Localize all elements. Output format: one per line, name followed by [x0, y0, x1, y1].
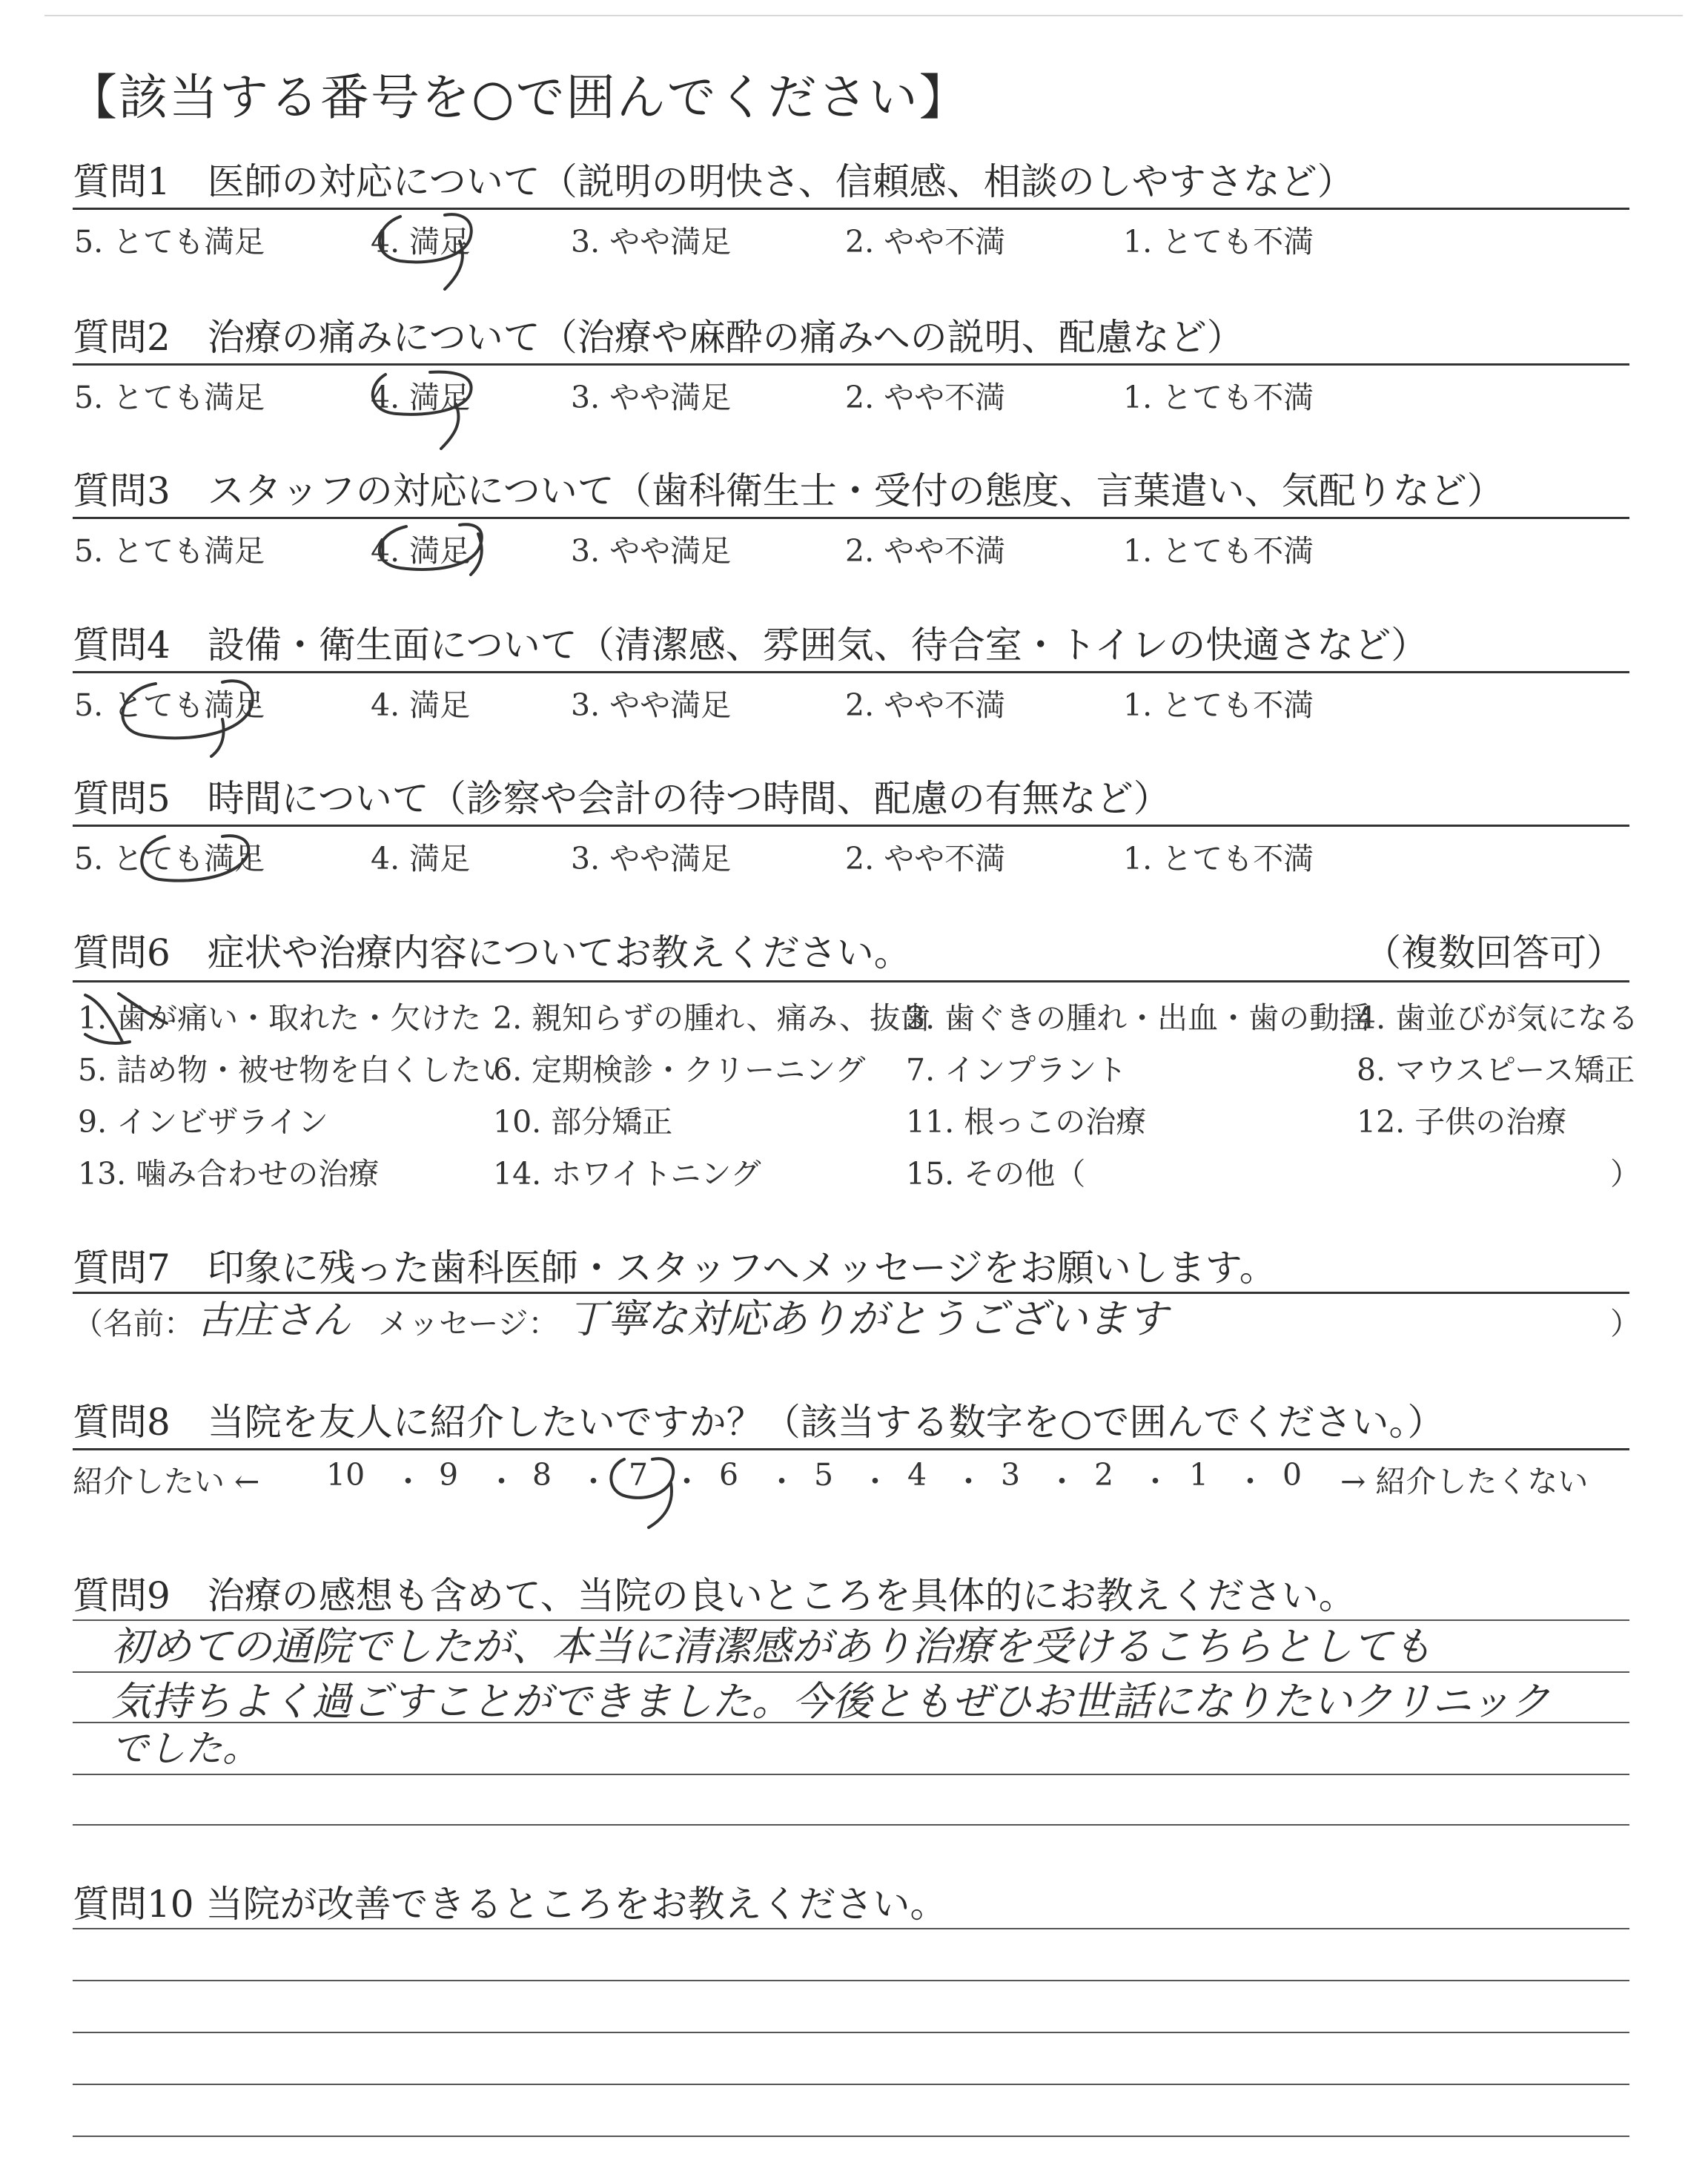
- q4-option-2[interactable]: 2. やや不満: [845, 687, 1006, 723]
- q8-dot: ・: [1235, 1464, 1265, 1499]
- q6-option-6[interactable]: 6. 定期検診・クリーニング: [493, 1052, 866, 1088]
- q5-option-5[interactable]: 5. とても満足: [74, 841, 265, 876]
- q1-option-3[interactable]: 3. やや満足: [571, 224, 732, 260]
- q6-selection-check: [85, 994, 167, 1043]
- q9-answer-line-3[interactable]: でした。: [111, 1727, 259, 1770]
- q2-option-1[interactable]: 1. とても不満: [1123, 380, 1314, 415]
- q7-message-label: メッセージ：: [378, 1306, 559, 1341]
- q2-option-2[interactable]: 2. やや不満: [845, 380, 1006, 415]
- q8-score-6[interactable]: 6: [719, 1457, 739, 1493]
- q8-dot: ・: [767, 1464, 797, 1499]
- q2-option-3[interactable]: 3. やや満足: [571, 380, 732, 415]
- q6-option-9[interactable]: 9. インビザライン: [78, 1104, 328, 1140]
- q8-score-0[interactable]: 0: [1282, 1457, 1302, 1493]
- q5-title: 質問5 時間について（診察や会計の待つ時間、配慮の有無など）: [73, 777, 1171, 820]
- q6-option-14[interactable]: 14. ホワイトニング: [493, 1156, 761, 1192]
- q8-dot: ・: [578, 1464, 609, 1499]
- q5-option-3[interactable]: 3. やや満足: [571, 841, 732, 876]
- q8-dot: ・: [1047, 1464, 1077, 1499]
- q8-score-1[interactable]: 1: [1189, 1457, 1209, 1493]
- q6-option-4[interactable]: 4. 歯並びが気になる: [1357, 1000, 1639, 1036]
- q6-option-10[interactable]: 10. 部分矯正: [493, 1104, 673, 1140]
- q2-selection-circle: [373, 372, 471, 449]
- q7-message-handwritten[interactable]: 丁寧な対応ありがとうございます: [567, 1295, 1168, 1342]
- q5-option-4[interactable]: 4. 満足: [371, 841, 471, 876]
- q4-selection-circle: [122, 681, 252, 756]
- q8-score-9[interactable]: 9: [439, 1457, 459, 1493]
- q6-multiple-answers-note: （複数回答可）: [1364, 931, 1623, 974]
- q6-option-2[interactable]: 2. 親知らずの腫れ、痛み、抜歯: [493, 1000, 931, 1036]
- q4-title: 質問4 設備・衛生面について（清潔感、雰囲気、待合室・トイレの快適さなど）: [73, 624, 1429, 667]
- q3-option-4[interactable]: 4. 満足: [371, 533, 471, 569]
- q1-option-2[interactable]: 2. やや不満: [845, 224, 1006, 260]
- q9-answer-line-2[interactable]: 気持ちよく過ごすことができました。今後ともぜひお世話になりたいクリニック: [111, 1678, 1550, 1725]
- q3-title: 質問3 スタッフの対応について（歯科衛生士・受付の態度、言葉遣い、気配りなど）: [73, 469, 1504, 512]
- q4-option-4[interactable]: 4. 満足: [371, 687, 471, 723]
- q2-option-5[interactable]: 5. とても満足: [74, 380, 265, 415]
- q6-title: 質問6 症状や治療内容についてお教えください。: [73, 931, 911, 974]
- q8-score-7[interactable]: 7: [629, 1457, 649, 1493]
- q6-other-close-paren: ）: [1610, 1156, 1641, 1192]
- q6-option-3[interactable]: 3. 歯ぐきの腫れ・出血・歯の動揺: [906, 1000, 1371, 1036]
- q3-option-5[interactable]: 5. とても満足: [74, 533, 265, 569]
- q1-title: 質問1 医師の対応について（説明の明快さ、信頼感、相談のしやすさなど）: [73, 160, 1354, 203]
- q8-dot: ・: [953, 1464, 984, 1499]
- q6-option-1[interactable]: 1. 歯が痛い・取れた・欠けた: [78, 1000, 482, 1036]
- q4-option-5[interactable]: 5. とても満足: [74, 687, 265, 723]
- q8-score-3[interactable]: 3: [1001, 1457, 1021, 1493]
- q8-score-5[interactable]: 5: [814, 1457, 834, 1493]
- q1-option-1[interactable]: 1. とても不満: [1123, 224, 1314, 260]
- q3-option-1[interactable]: 1. とても不満: [1123, 533, 1314, 569]
- q8-score-8[interactable]: 8: [532, 1457, 552, 1493]
- q4-option-3[interactable]: 3. やや満足: [571, 687, 732, 723]
- q8-dot: ・: [486, 1464, 517, 1499]
- q7-name-handwritten[interactable]: 古庄さん: [196, 1298, 351, 1343]
- q8-title: 質問8 当院を友人に紹介したいですか？（該当する数字を○で囲んでください。）: [73, 1401, 1445, 1444]
- q2-option-4[interactable]: 4. 満足: [371, 380, 471, 415]
- q5-selection-circle: [142, 836, 248, 880]
- q6-option-5[interactable]: 5. 詰め物・被せ物を白くしたい: [78, 1052, 512, 1088]
- q5-option-1[interactable]: 1. とても不満: [1123, 841, 1314, 876]
- q3-option-3[interactable]: 3. やや満足: [571, 533, 732, 569]
- q8-score-2[interactable]: 2: [1094, 1457, 1114, 1493]
- q1-option-4[interactable]: 4. 満足: [371, 224, 471, 260]
- q5-option-2[interactable]: 2. やや不満: [845, 841, 1006, 876]
- q6-option-11[interactable]: 11. 根っこの治療: [906, 1104, 1147, 1140]
- q10-title: 質問10 当院が改善できるところをお教えください。: [73, 1883, 947, 1926]
- q1-selection-circle: [380, 214, 471, 289]
- q3-option-2[interactable]: 2. やや不満: [845, 533, 1006, 569]
- instruction-header: 【該当する番号を○で囲んでください】: [68, 69, 970, 126]
- q6-option-13[interactable]: 13. 噛み合わせの治療: [78, 1156, 380, 1192]
- q8-selection-circle: [611, 1459, 673, 1527]
- q9-answer-line-1[interactable]: 初めての通院でしたが、本当に清潔感があり治療を受けるこちらとしても: [111, 1623, 1432, 1670]
- q2-title: 質問2 治療の痛みについて（治療や麻酔の痛みへの説明、配慮など）: [73, 316, 1244, 359]
- q3-selection-circle: [380, 524, 482, 575]
- q1-option-5[interactable]: 5. とても満足: [74, 224, 265, 260]
- q6-option-15[interactable]: 15. その他（: [906, 1156, 1086, 1192]
- q8-dot: ・: [1140, 1464, 1171, 1499]
- q8-dot: ・: [860, 1464, 890, 1499]
- q6-option-7[interactable]: 7. インプラント: [906, 1052, 1128, 1088]
- q7-name-label: （名前：: [73, 1306, 194, 1341]
- q8-score-4[interactable]: 4: [907, 1457, 927, 1493]
- q6-option-8[interactable]: 8. マウスピース矯正: [1357, 1052, 1635, 1088]
- q9-title: 質問9 治療の感想も含めて、当院の良いところを具体的にお教えください。: [73, 1574, 1356, 1617]
- q8-dot: ・: [393, 1464, 423, 1499]
- q7-close-paren: ）: [1610, 1306, 1641, 1341]
- q8-score-10[interactable]: 10: [326, 1457, 365, 1493]
- q8-dot: ・: [672, 1464, 702, 1499]
- q8-right-label: → 紹介したくない: [1340, 1464, 1589, 1499]
- q7-title: 質問7 印象に残った歯科医師・スタッフへメッセージをお願いします。: [73, 1246, 1277, 1289]
- q4-option-1[interactable]: 1. とても不満: [1123, 687, 1314, 723]
- q6-option-12[interactable]: 12. 子供の治療: [1357, 1104, 1567, 1140]
- q8-left-label: 紹介したい ←: [73, 1464, 260, 1499]
